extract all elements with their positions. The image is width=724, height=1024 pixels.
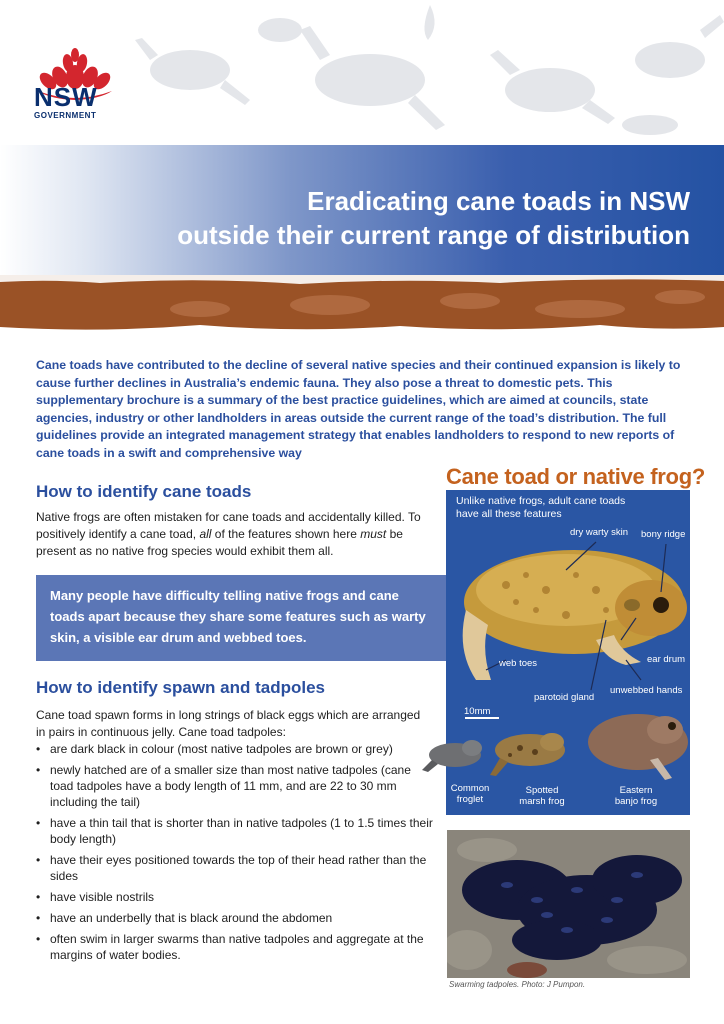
label-parotoid-gland: parotoid gland xyxy=(534,692,595,703)
section1-text-b: of the features shown here xyxy=(211,527,361,541)
logo-government-text: GOVERNMENT xyxy=(34,111,97,120)
label-scale: 10mm xyxy=(464,706,491,717)
earth-texture xyxy=(0,275,724,333)
nsw-government-logo xyxy=(34,84,98,120)
tadpole-swarm-image xyxy=(447,830,690,978)
label-eastern-banjo-line1: Eastern xyxy=(619,785,653,796)
logo-nsw-text: NSW xyxy=(34,82,98,112)
section1-paragraph xyxy=(36,509,431,560)
photo-caption: Swarming tadpoles. Photo: J Pumpon. xyxy=(449,980,586,989)
list-item: • newly hatched are of a smaller size than most native tadpoles (cane toad tadpoles have a body length of 11 mm, and are 22 to 30 mm including the tail) xyxy=(36,762,436,810)
native-frogs-illustration xyxy=(420,700,692,785)
section-heading-identify-toads: How to identify cane toads xyxy=(36,482,252,501)
label-common-froglet-line1: Common xyxy=(450,783,490,794)
section-heading-spawn-tadpoles: How to identify spawn and tadpoles xyxy=(36,678,326,697)
label-ear-drum: ear drum xyxy=(647,654,686,665)
frog-silhouettes-decoration xyxy=(130,0,724,150)
list-item: • have visible nostrils xyxy=(36,889,436,905)
list-item: • have their eyes positioned towards the top of their head rather than the sides xyxy=(36,852,436,884)
label-spotted-marsh-line1: Spotted xyxy=(525,785,559,796)
label-web-toes: web toes xyxy=(499,658,538,669)
label-dry-warty-skin: dry warty skin xyxy=(570,527,629,538)
list-item: • have a thin tail that is shorter than in native tadpoles (1 to 1.5 times their body length) xyxy=(36,815,436,847)
intro-paragraph: Cane toads have contributed to the decline of several native species and their continued expansion is likely to cause further declines in Australia’s endemic fauna. They also pose a threat to domestic pets. This supplementary brochure is a summary of the best practice guidelines, which are aimed at councils, state agencies, industry or other landholders in areas outside the current range of the toad’s distribution. The full guidelines provide an integrated management strategy that enables landholders to respond to new reports of cane toads in a swift and comprehensive way xyxy=(36,358,681,460)
section1-text-a: Native frogs are often mistaken for cane toads and accidentally killed. To positively identify a cane toad, xyxy=(36,510,421,541)
page-title-line2: outside their current range of distribution xyxy=(177,220,690,250)
label-common-froglet xyxy=(450,783,490,805)
label-spotted-marsh-frog xyxy=(512,785,572,807)
comparison-panel-title: Cane toad or native frog? xyxy=(446,464,705,489)
label-eastern-banjo-line2: banjo frog xyxy=(614,796,658,807)
page-title-line1: Eradicating cane toads in NSW xyxy=(307,186,690,216)
cane-toad-illustration xyxy=(446,530,690,700)
label-eastern-banjo-frog xyxy=(606,785,666,807)
label-common-froglet-line2: froglet xyxy=(456,794,484,805)
section1-em-all: all xyxy=(199,527,212,541)
section1-em-must: must xyxy=(360,527,387,541)
section2-paragraph: Cane toad spawn forms in long strings of black eggs which are arranged in pairs in continuous jelly. Cane toad tadpoles: xyxy=(36,708,421,739)
list-item: • often swim in larger swarms than native tadpoles and aggregate at the margins of water bodies. xyxy=(36,931,436,963)
swarming-tadpoles-photo xyxy=(447,830,690,978)
page-title xyxy=(177,184,690,252)
list-item: • have an underbelly that is black around the abdomen xyxy=(36,910,436,926)
section1-text-c: be present as no native frog species would exhibit them all. xyxy=(36,527,403,558)
label-unwebbed-hands: unwebbed hands xyxy=(610,685,683,696)
label-spotted-marsh-line2: marsh frog xyxy=(519,796,565,807)
page-header xyxy=(0,0,724,150)
callout-text: Many people have difficulty telling native frogs and cane toads apart because they share some features such as warty skin, a visible ear drum and webbed toes. xyxy=(50,588,426,645)
earth-band-decoration xyxy=(0,275,724,333)
comparison-panel-subtitle: Unlike native frogs, adult cane toads have all these features xyxy=(456,495,626,520)
callout-box xyxy=(36,575,448,661)
list-item: • are dark black in colour (most native tadpoles are brown or grey) xyxy=(36,741,436,757)
tadpole-features-list xyxy=(36,741,436,968)
label-bony-ridge: bony ridge xyxy=(641,529,686,540)
